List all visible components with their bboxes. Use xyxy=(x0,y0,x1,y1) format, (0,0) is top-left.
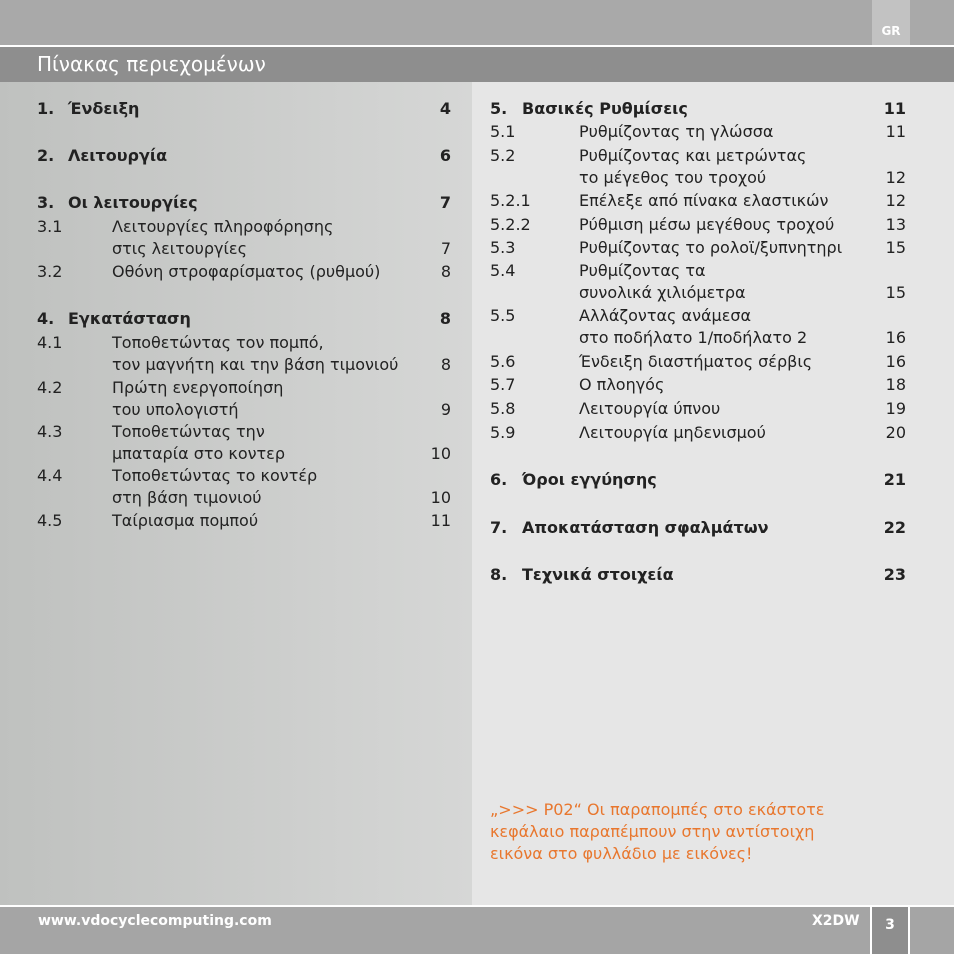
toc-number: 3. xyxy=(37,193,55,212)
toc-page-number: 16 xyxy=(885,328,906,347)
toc-number: 4.1 xyxy=(37,333,63,352)
toc-page-number: 4 xyxy=(439,99,451,118)
toc-title: Ο πλοηγός xyxy=(579,375,665,394)
toc-title-continued: μπαταρία στο κοντερ xyxy=(112,444,285,463)
toc-page-number: 23 xyxy=(883,565,906,584)
toc-page-number: 15 xyxy=(885,283,906,302)
toc-chapter xyxy=(37,98,451,120)
toc-number: 8. xyxy=(490,565,508,584)
page-number: 3 xyxy=(872,907,908,954)
toc-section xyxy=(37,216,451,260)
top-bar xyxy=(0,0,954,45)
toc-chapter xyxy=(490,564,906,586)
toc-section xyxy=(490,305,906,349)
toc-title-continued: το μέγεθος του τροχού xyxy=(579,168,767,187)
toc-title: Τοποθετώντας τον πομπό, xyxy=(112,333,324,352)
page-title: Πίνακας περιεχομένων xyxy=(37,52,266,76)
reference-note xyxy=(490,799,910,865)
note-line: κεφάλαιο παραπέμπουν στην αντίστοιχη xyxy=(490,822,815,841)
note-line: εικόνα στο φυλλάδιο με εικόνες! xyxy=(490,844,753,863)
toc-number: 5.1 xyxy=(490,122,516,141)
model-name: X2DW xyxy=(812,913,860,929)
footer xyxy=(0,905,954,954)
toc-page-number: 12 xyxy=(885,191,906,210)
toc-section xyxy=(490,214,906,236)
note-line: „>>> P02“ Οι παραπομπές στο εκάστοτε xyxy=(490,800,825,819)
toc-section xyxy=(37,465,451,509)
toc-title: Ρυθμίζοντας τη γλώσσα xyxy=(579,122,774,141)
toc-page-number: 15 xyxy=(885,238,906,257)
toc-title: Λειτουργία ύπνου xyxy=(579,399,721,418)
toc-number: 6. xyxy=(490,470,508,489)
toc-chapter xyxy=(37,308,451,330)
toc-section xyxy=(490,237,906,259)
toc-number: 4. xyxy=(37,309,55,328)
toc-title: Πρώτη ενεργοποίηση xyxy=(112,378,284,397)
toc-title-continued: συνολικά χιλιόμετρα xyxy=(579,283,746,302)
toc-title: Τοποθετώντας το κοντέρ xyxy=(112,466,318,485)
toc-title-continued: τον μαγνήτη και την βάση τιμονιού xyxy=(112,355,399,374)
toc-number: 4.2 xyxy=(37,378,63,397)
toc-number: 4.5 xyxy=(37,511,63,530)
toc-page-number: 6 xyxy=(439,146,451,165)
toc-title: Ρυθμίζοντας τα xyxy=(579,261,706,280)
toc-page-number: 7 xyxy=(439,193,451,212)
toc-section xyxy=(37,377,451,421)
language-badge: GR xyxy=(872,0,910,45)
toc-title: Ταίριασμα πομπού xyxy=(112,511,259,530)
title-bar xyxy=(0,47,954,82)
toc-chapter xyxy=(37,145,451,167)
toc-page-number: 16 xyxy=(885,352,906,371)
toc-title: Επέλεξε από πίνακα ελαστικών xyxy=(579,191,829,210)
toc-number: 7. xyxy=(490,518,508,537)
toc-title: Λειτουργία xyxy=(68,146,168,165)
toc-section xyxy=(490,190,906,212)
toc-page-number: 11 xyxy=(885,122,906,141)
toc-title: Εγκατάσταση xyxy=(68,309,191,328)
toc-page-number: 22 xyxy=(883,518,906,537)
toc-number: 2. xyxy=(37,146,55,165)
toc-title: Λειτουργία μηδενισμού xyxy=(579,423,766,442)
toc-number: 4.4 xyxy=(37,466,63,485)
toc-title: Ρυθμίζοντας το ρολοϊ/ξυπνητηρι xyxy=(579,238,843,257)
toc-page-number: 11 xyxy=(883,99,906,118)
toc-page-number: 8 xyxy=(440,262,451,281)
toc-title: Όροι εγγύησης xyxy=(522,470,657,489)
website-link[interactable]: www.vdocyclecomputing.com xyxy=(38,913,272,929)
toc-page-number: 13 xyxy=(885,215,906,234)
toc-number: 5.2.2 xyxy=(490,215,531,234)
toc-title: Ένδειξη διαστήματος σέρβις xyxy=(579,352,813,371)
toc-title: Αλλάζοντας ανάμεσα xyxy=(579,306,752,325)
toc-title-continued: στο ποδήλατο 1/ποδήλατο 2 xyxy=(579,328,808,347)
toc-number: 5.4 xyxy=(490,261,516,280)
toc-title-continued: στις λειτουργίες xyxy=(112,239,247,258)
toc-section xyxy=(490,260,906,304)
toc-number: 5.5 xyxy=(490,306,516,325)
toc-title: Λειτουργίες πληροφόρησης xyxy=(112,217,334,236)
toc-page-number: 8 xyxy=(440,355,451,374)
toc-number: 4.3 xyxy=(37,422,63,441)
toc-section xyxy=(490,121,906,143)
toc-chapter xyxy=(490,98,906,120)
toc-title: Τοποθετώντας την xyxy=(112,422,265,441)
toc-number: 5.9 xyxy=(490,423,516,442)
toc-title: Βασικές Ρυθμίσεις xyxy=(522,99,688,118)
toc-section xyxy=(490,398,906,420)
toc-page-number: 18 xyxy=(885,375,906,394)
toc-page-number: 9 xyxy=(440,400,451,419)
toc-page-number: 19 xyxy=(885,399,906,418)
toc-title: Οθόνη στροφαρίσματος (ρυθμού) xyxy=(112,262,381,281)
toc-page-number: 11 xyxy=(430,511,451,530)
toc-number: 1. xyxy=(37,99,55,118)
toc-number: 5.3 xyxy=(490,238,516,257)
toc-section xyxy=(490,145,906,189)
toc-title: Ρυθμίζοντας και μετρώντας xyxy=(579,146,807,165)
toc-title-continued: του υπολογιστή xyxy=(112,400,239,419)
toc-page-number: 8 xyxy=(439,309,451,328)
toc-chapter xyxy=(490,517,906,539)
toc-title: Αποκατάσταση σφαλμάτων xyxy=(522,518,769,537)
toc-number: 3.1 xyxy=(37,217,63,236)
toc-number: 5.7 xyxy=(490,375,516,394)
toc-page-number: 10 xyxy=(430,488,451,507)
toc-title-continued: στη βάση τιμονιού xyxy=(112,488,262,507)
toc-number: 5. xyxy=(490,99,508,118)
toc-chapter xyxy=(37,192,451,214)
toc-number: 5.8 xyxy=(490,399,516,418)
toc-page-number: 12 xyxy=(885,168,906,187)
toc-section xyxy=(490,422,906,444)
toc-page-number: 7 xyxy=(440,239,451,258)
toc-page-number: 21 xyxy=(883,470,906,489)
toc-number: 5.6 xyxy=(490,352,516,371)
toc-title: Ένδειξη xyxy=(68,99,140,118)
toc-number: 5.2.1 xyxy=(490,191,531,210)
toc-section xyxy=(490,351,906,373)
toc-number: 5.2 xyxy=(490,146,516,165)
divider xyxy=(908,907,910,954)
toc-title: Οι λειτουργίες xyxy=(68,193,198,212)
toc-number: 3.2 xyxy=(37,262,63,281)
toc-page-number: 10 xyxy=(430,444,451,463)
divider xyxy=(0,905,954,907)
toc-page-number: 20 xyxy=(885,423,906,442)
toc-title: Ρύθμιση μέσω μεγέθους τροχού xyxy=(579,215,835,234)
toc-section xyxy=(37,421,451,465)
toc-section xyxy=(490,374,906,396)
toc-section xyxy=(37,261,451,283)
toc-section xyxy=(37,332,451,376)
toc-title: Τεχνικά στοιχεία xyxy=(522,565,674,584)
toc-section xyxy=(37,510,451,532)
toc-chapter xyxy=(490,469,906,491)
